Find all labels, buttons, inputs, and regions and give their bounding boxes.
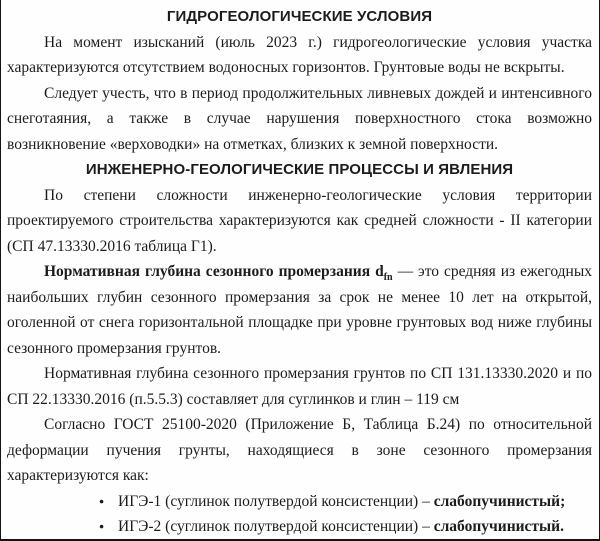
symbol-dfn <box>375 263 393 284</box>
ige-2-description: ИГЭ-2 (суглинок полутвердой консистенции) – <box>118 518 434 535</box>
ige-1-description: ИГЭ-1 (суглинок полутвердой консистенции) – <box>118 492 434 510</box>
bullet-icon: ● <box>99 521 105 531</box>
list-item-ige-2 <box>99 514 592 540</box>
paragraph-gost-classification: Согласно ГОСТ 25100-2020 (Приложение Б, Таблица Б.24) по относительной деформации пучения грунты, находящиеся в зоне сезонного промерзания характеризуются как: <box>7 416 592 484</box>
paragraph-freezing-depth-definition <box>7 259 592 361</box>
list-item-text <box>118 489 592 515</box>
freezing-depth-definition-text: — это средняя из ежегодных наибольших глубин сезонного промерзания за срок не менее 10 лет на открытой, оголенной от снега горизонтальной площадке при уровне грунтовых вод ниже глубины сезонного промерзания грунтов. <box>7 263 592 357</box>
list-item-text <box>118 514 592 540</box>
ige-2-heaving-class: слабопучинистый. <box>433 518 564 535</box>
term-normative-freezing-depth: Нормативная глубина сезонного промерзания <box>44 263 376 280</box>
symbol-dfn-base: d <box>375 263 384 280</box>
ige-soil-list <box>7 489 592 540</box>
heading-geological-processes: ИНЖЕНЕРНО-ГЕОЛОГИЧЕСКИЕ ПРОЦЕССЫ И ЯВЛЕНИЯ <box>85 161 514 178</box>
list-item-ige-1 <box>99 489 592 515</box>
symbol-dfn-subscript: fn <box>383 272 393 284</box>
paragraph-complexity-category: По степени сложности инженерно-геологические условия территории проектируемого строительства характеризуются как средней сложности - II категории (СП 47.13330.2016 таблица Г1). <box>7 186 592 255</box>
ige-1-heaving-class: слабопучинистый; <box>433 492 566 510</box>
paragraph-verhovodka-warning: Следует учесть, что в период продолжительных ливневых дождей и интенсивного снеготаяния, а также в случае нарушения поверхностного стока возможно возникновение «верховодки» на отметках, близких к земной поверхности. <box>7 84 592 153</box>
paragraph-survey-conditions: На момент изысканий (июль 2023 г.) гидрогеологические условия участка характеризуются отсутствием водоносных горизонтов. Грунтовые воды не вскрыты. <box>7 33 592 76</box>
heading-hydrogeological-conditions: ГИДРОГЕОЛОГИЧЕСКИЕ УСЛОВИЯ <box>166 8 433 25</box>
paragraph-freezing-depth-value: Нормативная глубина сезонного промерзания грунтов по СП 131.13330.2020 и по СП 22.13330.2016 (п.5.5.3) составляет для суглинков и глин – 119 см <box>7 365 592 408</box>
bullet-icon: ● <box>99 495 105 506</box>
